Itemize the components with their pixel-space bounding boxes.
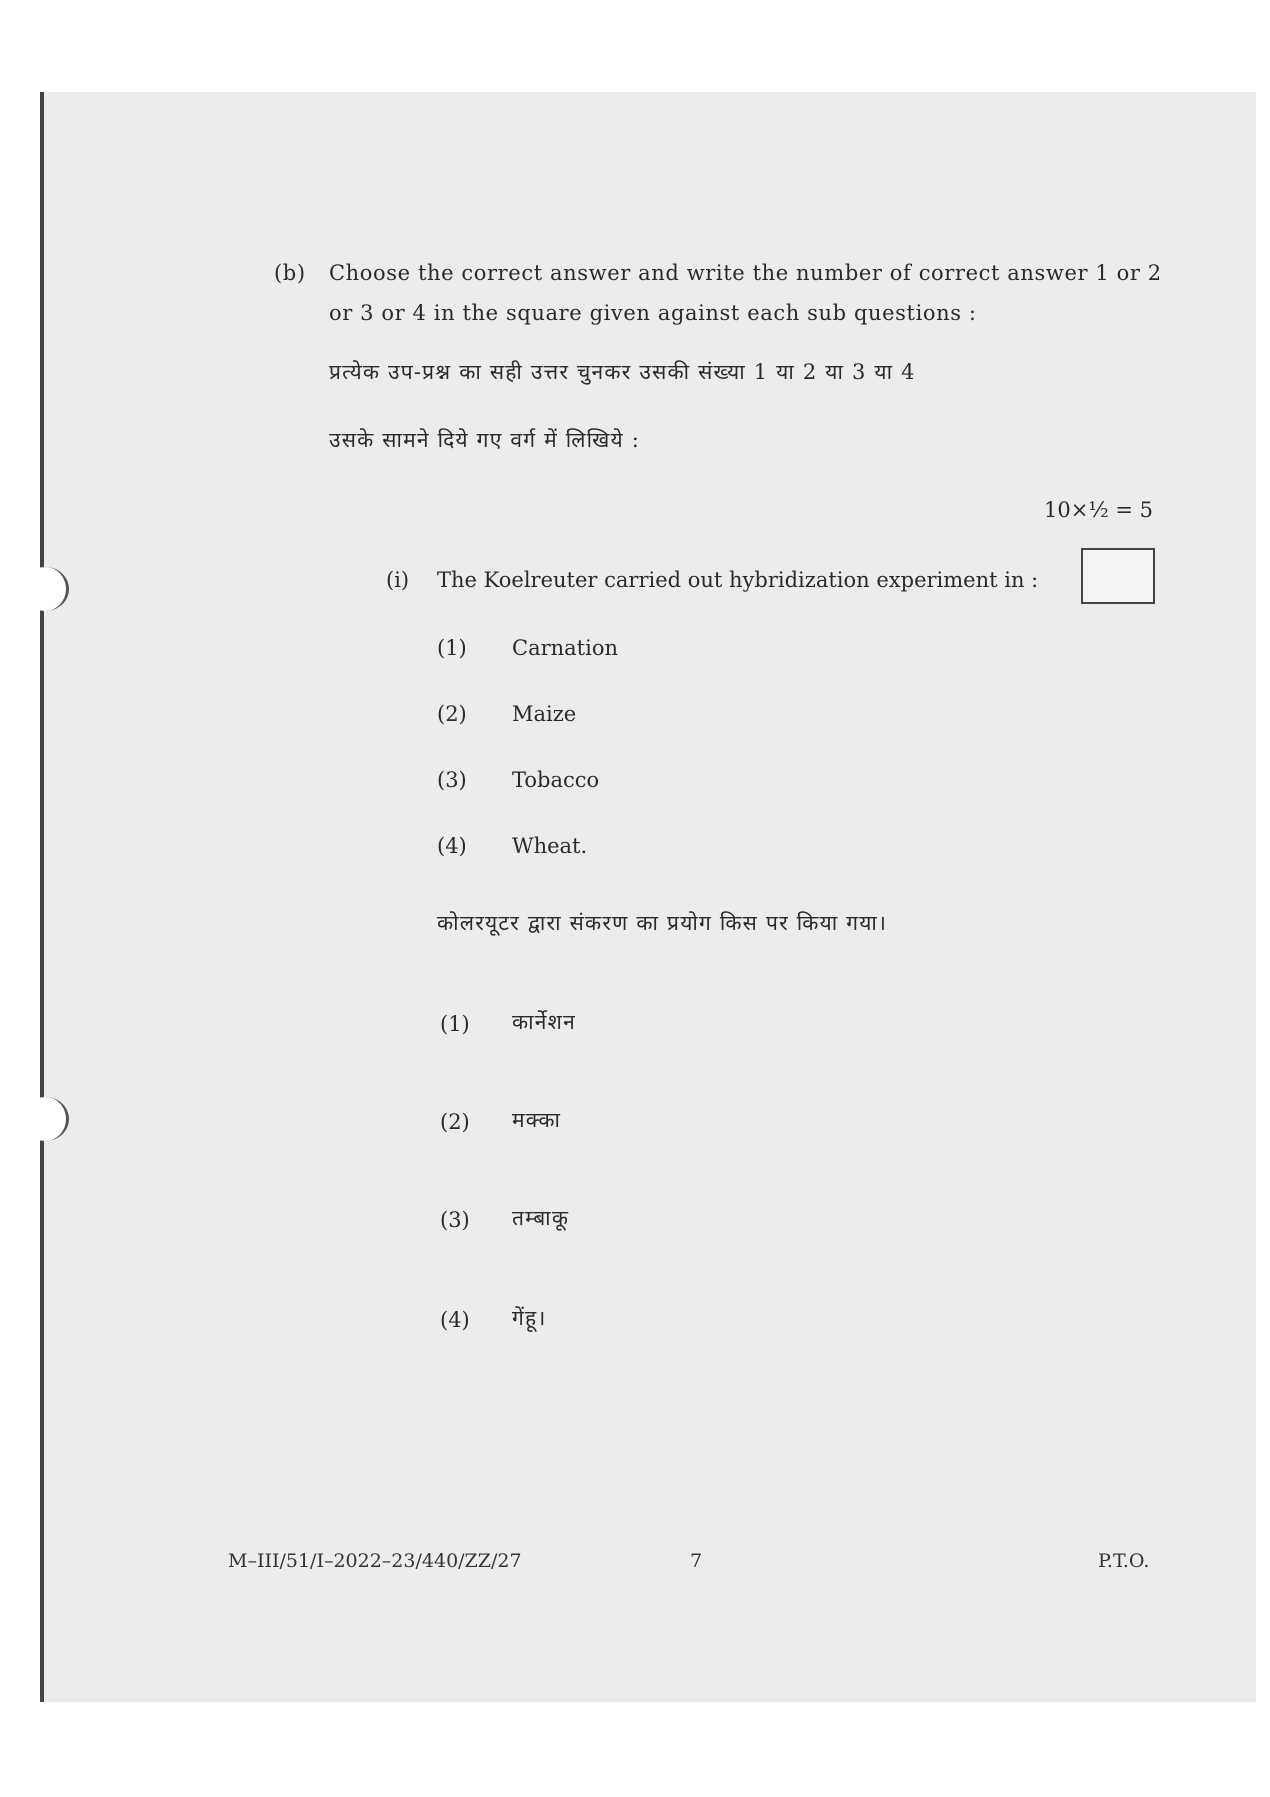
sub-question-text-hi: कोलरयूटर द्वारा संकरण का प्रयोग किस पर किया गया। xyxy=(437,911,888,935)
marks: 10×½ = 5 xyxy=(1044,498,1153,522)
option-text: Carnation xyxy=(512,636,618,660)
instruction-hi-line2: उसके सामने दिये गए वर्ग में लिखिये : xyxy=(329,428,641,452)
option-number: (3) xyxy=(437,768,467,792)
option-text: गेंहू। xyxy=(512,1306,547,1330)
option-number: (2) xyxy=(437,702,467,726)
instruction-hi-line1: प्रत्येक उप-प्रश्न का सही उत्तर चुनकर उसकी संख्या 1 या 2 या 3 या 4 xyxy=(329,360,916,384)
option-text: मक्का xyxy=(512,1108,562,1132)
option-text: तम्बाकू xyxy=(512,1206,570,1230)
option-number: (4) xyxy=(437,834,467,858)
exam-page xyxy=(40,92,1256,1702)
option-number: (1) xyxy=(437,636,467,660)
instruction-en-line1: Choose the correct answer and write the number of correct answer 1 or 2 xyxy=(329,261,1162,285)
option-text: Wheat. xyxy=(512,834,588,858)
paper-code: M–III/51/I–2022–23/440/ZZ/27 xyxy=(228,1550,522,1572)
answer-box[interactable] xyxy=(1081,548,1155,604)
option-text: Tobacco xyxy=(512,768,600,792)
instruction-en-line2: or 3 or 4 in the square given against each sub questions : xyxy=(329,301,977,325)
sub-question-text-en: The Koelreuter carried out hybridization experiment in : xyxy=(437,568,1039,592)
page-notch xyxy=(22,567,69,611)
page-number: 7 xyxy=(690,1550,703,1572)
page-notch xyxy=(22,1097,69,1141)
part-label: (b) xyxy=(274,261,306,285)
option-number: (2) xyxy=(440,1110,470,1134)
option-text: कार्नेशन xyxy=(512,1010,576,1034)
pto-label: P.T.O. xyxy=(1098,1550,1150,1572)
sub-question-number: (i) xyxy=(386,568,410,592)
option-text: Maize xyxy=(512,702,577,726)
option-number: (4) xyxy=(440,1308,470,1332)
option-number: (1) xyxy=(440,1012,470,1036)
option-number: (3) xyxy=(440,1208,470,1232)
